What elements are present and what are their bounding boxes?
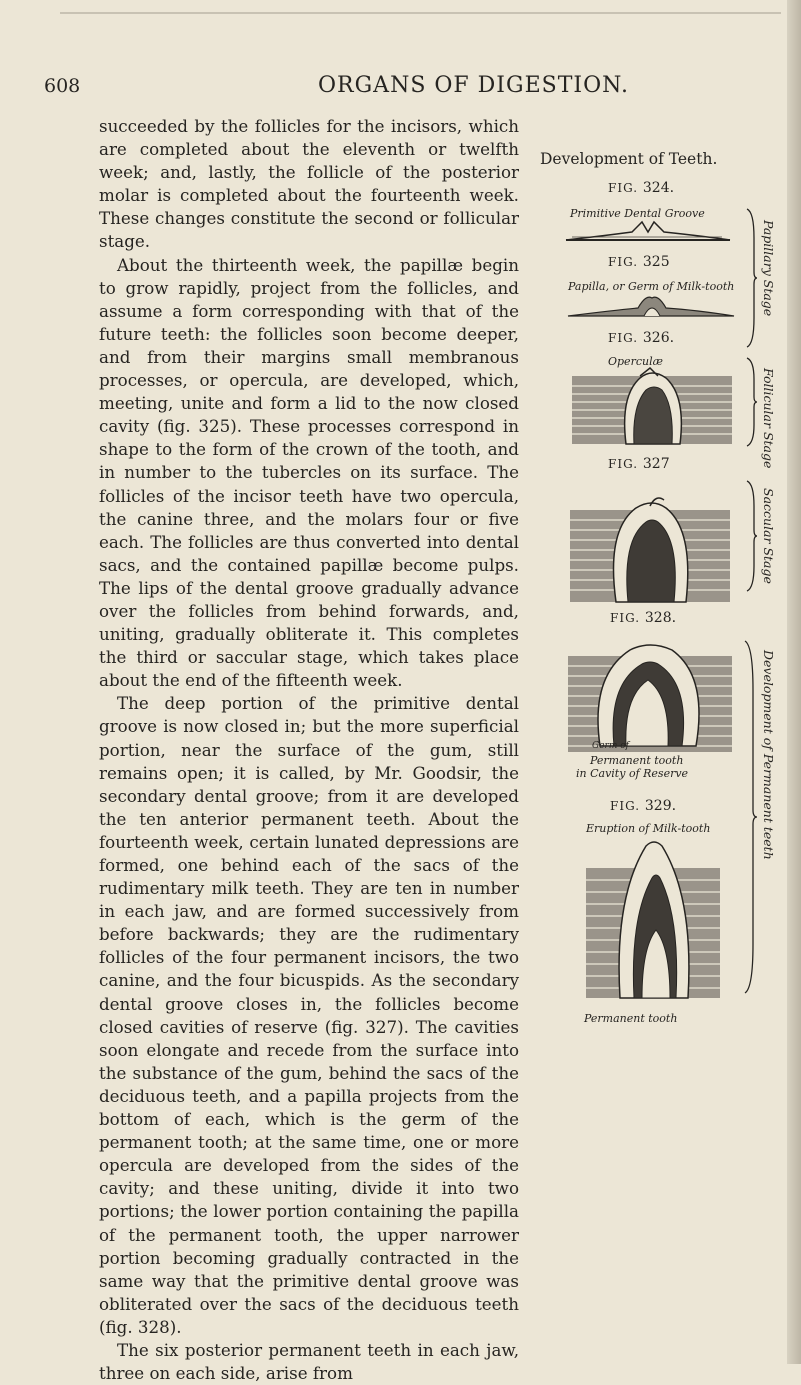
fig-326-caption: Operculæ <box>608 355 663 368</box>
brace-saccular <box>746 480 758 592</box>
fig-328-caption-line1: Permanent tooth <box>590 754 684 767</box>
paragraph-3: The deep portion of the primitive dental groove is now closed in; but the more superficial portion, near the surface of the gum, still remains open; it is called, by Mr. Goodsir, the secondary dental groove; from it are developed the ten anterior permanent teeth. About the fourteenth week, certain lunated depressions are formed, one behind each of the sacs of the rudimentary milk teeth. They are ten in number in each jaw, and are formed successively from before backwards; they are the rudimentary follicles of the four permanent incisors, the two canine, and the four bicuspids. As the secondary dental groove closes in, the follicles become closed cavities of reserve (fig. 327). The cavities soon elongate and recede from the surface into the substance of the gum, behind the sacs of the deciduous teeth, and a papilla projects from the bottom of each, which is the germ of the permanent tooth; at the same time, one or more opercula are developed from the sides of the cavity; and these uniting, divide it into two portions; the lower portion containing the papilla of the permanent tooth, the upper narrower portion becoming gradually contracted in the same way that the primitive dental groove was obliterated over the sacs of the deciduous teeth (fig. 328). <box>99 693 519 1337</box>
fig-329-illustration <box>580 838 726 1006</box>
page-header <box>0 0 801 100</box>
fig-325-caption: Papilla, or Germ of Milk-tooth <box>568 280 735 293</box>
paragraph-1: succeeded by the follicles for the incisors, which are completed about the eleventh or twelfth week; and, lastly, the follicle of the posterior molar is completed about the fourteenth week. These changes constitute the second or follicular stage. <box>99 116 519 252</box>
brace-follicular <box>746 357 758 447</box>
fig-number: 324. <box>642 180 675 196</box>
fig-327-illustration <box>566 490 734 605</box>
fig-329-label <box>610 798 676 814</box>
paragraph-4: The six posterior permanent teeth in each jaw, three on each side, arise from <box>99 1339 519 1384</box>
fig-number: 328. <box>644 610 677 626</box>
fig-324-caption: Primitive Dental Groove <box>570 207 705 220</box>
fig-label-text: FIG. <box>608 181 639 195</box>
fig-label-text: FIG. <box>608 331 639 345</box>
fig-329-caption-bottom: Permanent tooth <box>584 1012 678 1025</box>
fig-329-caption: Eruption of Milk-tooth <box>586 822 711 835</box>
fig-label-text: FIG. <box>608 255 639 269</box>
brace-permanent <box>744 640 758 994</box>
stage-papillary: Papillary Stage <box>761 220 776 317</box>
fig-number: 329. <box>644 798 677 814</box>
stage-follicular: Follicular Stage <box>761 368 776 469</box>
fig-number: 325 <box>642 254 670 270</box>
brace-papillary <box>746 208 758 348</box>
fig-328-label <box>610 610 676 626</box>
fig-325-label <box>608 254 670 270</box>
figure-column <box>518 150 786 1350</box>
fig-number: 327 <box>642 456 670 472</box>
paragraph-2: About the thirteenth week, the papillæ begin to grow rapidly, project from the follicles, and assume a form corresponding with that of the future teeth: the follicles soon become deeper, and from their margins small membranous processes, or opercula, are developed, which, meeting, unite and form a lid to the now closed cavity (fig. 325). These processes correspond in shape to the form of the crown of the tooth, and in number to the tubercles on its surface. The follicles of the incisor teeth have two opercula, the canine three, and the molars four or five each. The follicles are thus converted into dental sacs, and the contained papillæ become pulps. The lips of the dental groove gradually advance over the follicles from behind forwards, and, uniting, gradually obliterate it. This completes the third or saccular stage, which takes place about the end of the fifteenth week. <box>99 254 519 691</box>
fig-328-caption-germ: Germ of <box>592 741 629 751</box>
stage-permanent: Development of Permanent teeth <box>761 650 776 860</box>
fig-number: 326. <box>642 330 675 346</box>
fig-324-illustration <box>562 218 734 244</box>
stage-saccular: Saccular Stage <box>761 488 776 584</box>
fig-label-text: FIG. <box>610 611 641 625</box>
fig-328-caption-line2: in Cavity of Reserve <box>576 767 689 780</box>
fig-324-label <box>608 180 674 196</box>
fig-label-text: FIG. <box>608 457 639 471</box>
fig-327-label <box>608 456 670 472</box>
page-number: 608 <box>44 75 81 97</box>
running-head: ORGANS OF DIGESTION. <box>318 73 629 98</box>
fig-326-label <box>608 330 674 346</box>
fig-326-illustration <box>570 366 734 446</box>
fig-328-illustration <box>564 636 736 756</box>
figures-title: Development of Teeth. <box>540 150 718 168</box>
body-text <box>99 115 519 1385</box>
fig-325-illustration <box>566 294 736 318</box>
page-edge <box>787 0 801 1364</box>
fig-label-text: FIG. <box>610 799 641 813</box>
